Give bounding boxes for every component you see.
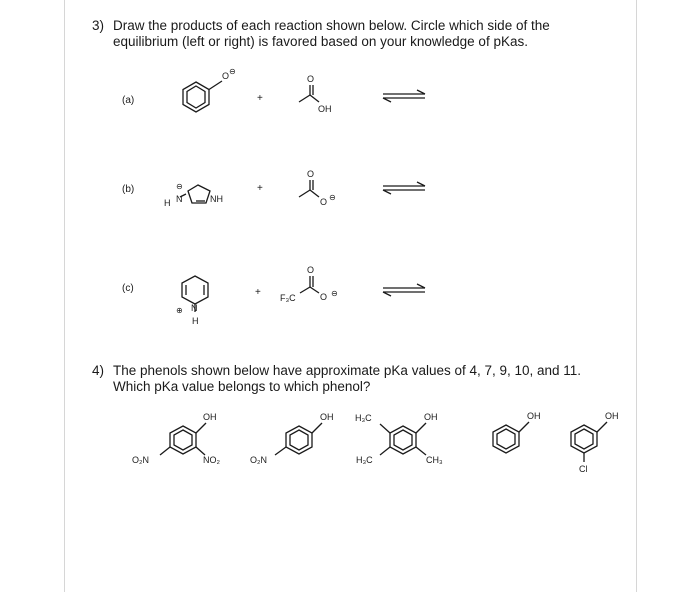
equilibrium-arrow-a <box>383 90 425 102</box>
question-3-line-1: Draw the products of each reaction shown below. Circle which side of the <box>113 18 550 33</box>
imidazolide-n: N <box>176 194 183 204</box>
nitrophenol-o2n: O₂N <box>250 455 267 465</box>
plus-sign-a: + <box>257 93 263 104</box>
imidazolide-h: H <box>164 198 171 208</box>
acetate-o: O <box>320 197 328 207</box>
imidazolide-nh: NH <box>210 194 223 204</box>
chlorophenol-oh: OH <box>605 411 619 421</box>
acid-oh: OH <box>318 104 332 114</box>
question-3-number: 3) <box>92 18 105 33</box>
phenol-plain-structure <box>493 422 529 453</box>
tfa-charge: ⊖ <box>331 289 338 298</box>
pyridinium-h: H <box>192 316 199 326</box>
pyridinium-n: N <box>191 303 198 313</box>
acetate-carbonyl-o: O <box>307 169 315 179</box>
reaction-label-a: (a) <box>122 95 135 106</box>
dinitrophenol-o2n: O₂N <box>132 455 149 465</box>
phenoxide-oxygen: O <box>222 71 230 81</box>
pyridinium-charge: ⊕ <box>176 306 183 315</box>
question-4-line-1: The phenols shown below have approximate pKa values of 4, 7, 9, 10, and 11. <box>113 363 582 378</box>
phenol-dinitro-structure <box>160 423 206 455</box>
trimethylphenol-oh: OH <box>424 412 438 422</box>
nitrophenol-oh: OH <box>320 412 334 422</box>
dinitrophenol-oh: OH <box>203 412 217 422</box>
plus-sign-c: + <box>255 287 261 298</box>
tfa-f3c: F₃C <box>280 293 296 303</box>
chlorophenol-cl: Cl <box>579 464 588 474</box>
question-4-line-2: Which pKa value belongs to which phenol? <box>113 379 371 394</box>
reaction-label-b: (b) <box>122 184 135 195</box>
tfa-carbonyl-o: O <box>307 265 315 275</box>
phenoxide-structure <box>183 81 222 112</box>
imidazolide-structure <box>180 185 210 203</box>
trimethylphenol-h3c-bottom: H₃C <box>356 455 373 465</box>
equilibrium-arrow-b <box>383 182 425 194</box>
imidazolide-charge: ⊖ <box>176 182 183 191</box>
acetate-charge: ⊖ <box>329 193 336 202</box>
trimethylphenol-ch3: CH₃ <box>426 455 443 465</box>
phenol-oh: OH <box>527 411 541 421</box>
question-3-line-2: equilibrium (left or right) is favored based on your knowledge of pKas. <box>113 34 528 49</box>
acetic-acid-structure <box>299 85 319 102</box>
dinitrophenol-no2: NO₂ <box>203 455 220 465</box>
acid-carbonyl-o: O <box>307 74 315 84</box>
reaction-label-c: (c) <box>122 283 134 294</box>
equilibrium-arrow-c <box>383 284 425 296</box>
phenol-trimethyl-structure <box>380 423 426 455</box>
phenoxide-charge: ⊖ <box>229 67 236 76</box>
tfa-o: O <box>320 292 328 302</box>
phenol-nitro-structure <box>275 423 322 455</box>
plus-sign-b: + <box>257 183 263 194</box>
trifluoroacetate-structure <box>300 276 319 293</box>
acetate-structure <box>299 180 319 197</box>
phenol-chloro-structure <box>571 422 607 462</box>
trimethylphenol-h3c-top: H₃C <box>355 413 372 423</box>
question-4-number: 4) <box>92 363 105 378</box>
